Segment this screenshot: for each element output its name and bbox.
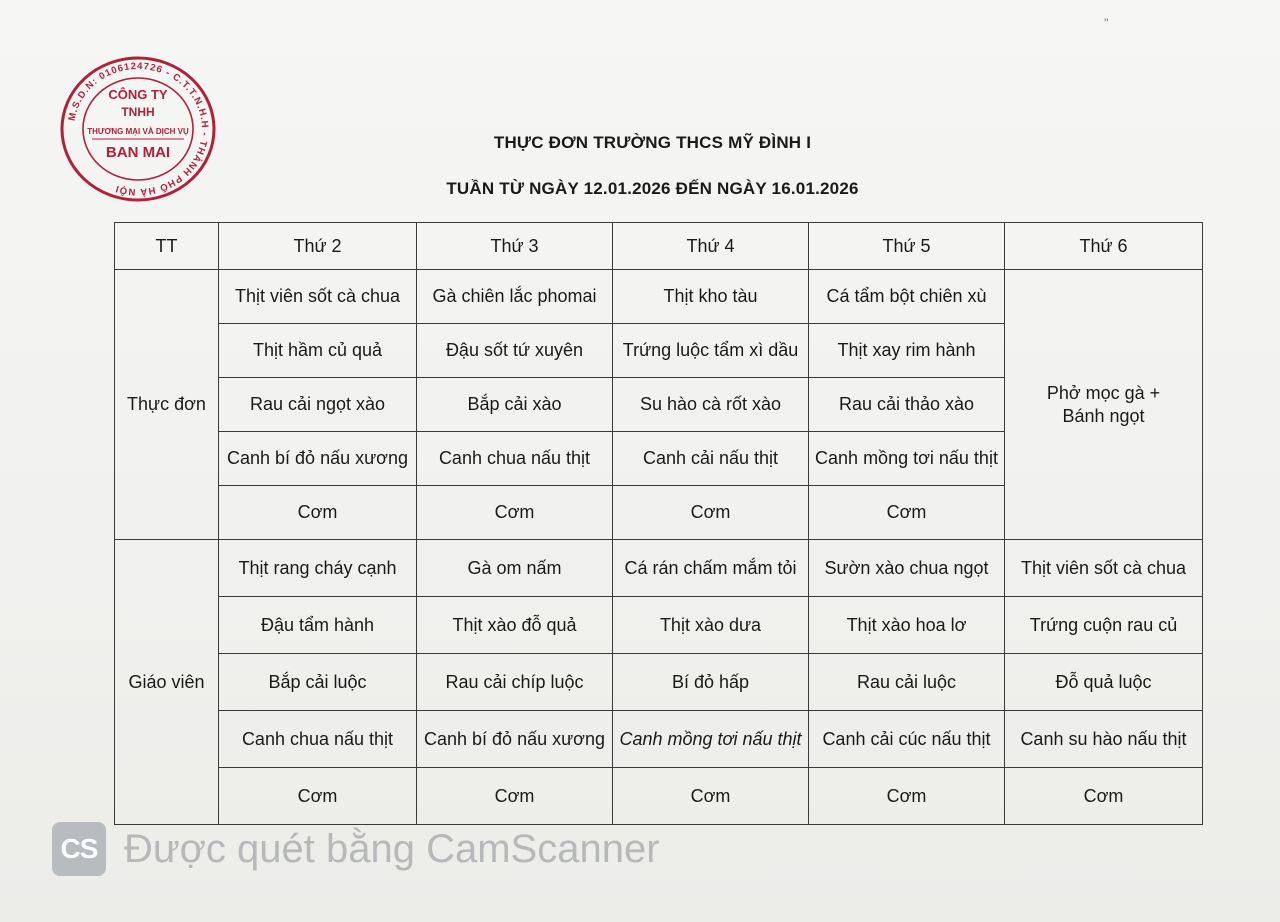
table-cell: Cơm (1005, 768, 1203, 825)
table-cell: Trứng luộc tẩm xì dầu (613, 324, 809, 378)
friday-student-menu-text: Phở mọc gà + Bánh ngọt (1046, 382, 1161, 426)
table-cell: Canh su hào nấu thịt (1005, 711, 1203, 768)
table-cell: Canh mồng tơi nấu thịt (613, 711, 809, 768)
table-cell: Đậu tẩm hành (219, 597, 417, 654)
table-cell: Gà om nấm (417, 540, 613, 597)
table-cell: Cá tẩm bột chiên xù (809, 270, 1005, 324)
table-header-row (115, 223, 1203, 270)
table-row (115, 654, 1203, 711)
table-cell: Rau cải luộc (809, 654, 1005, 711)
camscanner-logo-icon: CS (52, 822, 106, 876)
table-cell: Canh bí đỏ nấu xương (219, 432, 417, 486)
table-cell: Cơm (219, 486, 417, 540)
table-cell: Canh bí đỏ nấu xương (417, 711, 613, 768)
table-row (115, 270, 1203, 324)
table-cell: Rau cải chíp luộc (417, 654, 613, 711)
table-cell: Canh chua nấu thịt (417, 432, 613, 486)
table-cell: Thịt xào hoa lơ (809, 597, 1005, 654)
table-cell: Canh cải nấu thịt (613, 432, 809, 486)
table-cell: Canh cải cúc nấu thịt (809, 711, 1005, 768)
table-cell: Cơm (219, 768, 417, 825)
camscanner-watermark-text: Được quét bằng CamScanner (124, 826, 660, 871)
table-cell: Thịt xào dưa (613, 597, 809, 654)
table-cell: Cơm (613, 486, 809, 540)
table-cell: Bí đỏ hấp (613, 654, 809, 711)
table-row (115, 711, 1203, 768)
table-cell: Trứng cuộn rau củ (1005, 597, 1203, 654)
table-row (115, 768, 1203, 825)
table-cell: Thịt viên sốt cà chua (1005, 540, 1203, 597)
table-cell: Đậu sốt tứ xuyên (417, 324, 613, 378)
table-cell: Thịt kho tàu (613, 270, 809, 324)
table-cell: Canh mồng tơi nấu thịt (809, 432, 1005, 486)
header-thu-5: Thứ 5 (809, 223, 1005, 270)
section-label-teachers: Giáo viên (115, 540, 219, 825)
scan-smudge: '' (1104, 16, 1109, 30)
section-label-students: Thực đơn (115, 270, 219, 540)
header-thu-3: Thứ 3 (417, 223, 613, 270)
header-thu-2: Thứ 2 (219, 223, 417, 270)
camscanner-watermark (52, 820, 660, 878)
table-cell: Bắp cải xào (417, 378, 613, 432)
table-cell: Thịt hầm củ quả (219, 324, 417, 378)
table-cell: Cơm (417, 486, 613, 540)
table-cell: Gà chiên lắc phomai (417, 270, 613, 324)
table-cell: Thịt viên sốt cà chua (219, 270, 417, 324)
table-cell: Canh chua nấu thịt (219, 711, 417, 768)
table-cell: Cơm (809, 486, 1005, 540)
svg-text:CÔNG TY: CÔNG TY (108, 87, 168, 102)
table-cell: Thịt xay rim hành (809, 324, 1005, 378)
table-cell: Sườn xào chua ngọt (809, 540, 1005, 597)
header-thu-6: Thứ 6 (1005, 223, 1203, 270)
table-cell: Cơm (613, 768, 809, 825)
menu-week-range: TUẦN TỪ NGÀY 12.01.2026 ĐẾN NGÀY 16.01.2026 (446, 179, 859, 198)
menu-title: THỰC ĐƠN TRƯỜNG THCS MỸ ĐÌNH I (493, 133, 812, 152)
table-cell: Cơm (809, 768, 1005, 825)
table-cell: Cá rán chấm mắm tỏi (613, 540, 809, 597)
table-cell: Rau cải thảo xào (809, 378, 1005, 432)
header-thu-4: Thứ 4 (613, 223, 809, 270)
table-cell: Bắp cải luộc (219, 654, 417, 711)
table-cell: Thịt xào đỗ quả (417, 597, 613, 654)
table-cell: Thịt rang cháy cạnh (219, 540, 417, 597)
table-cell: Su hào cà rốt xào (613, 378, 809, 432)
table-cell: Rau cải ngọt xào (219, 378, 417, 432)
table-row (115, 540, 1203, 597)
svg-text:M.S.D.N: 0106124726 - C.T.T.N.: M.S.D.N: 0106124726 - C.T.T.N.H.H - THÀNH PHỐ HÀ NỘI (66, 60, 211, 198)
friday-student-menu (1005, 270, 1203, 540)
svg-text:TNHH: TNHH (121, 105, 155, 119)
table-cell: Đỗ quả luộc (1005, 654, 1203, 711)
svg-text:BAN MAI: BAN MAI (105, 144, 171, 161)
menu-table (114, 222, 1203, 825)
table-row (115, 597, 1203, 654)
header-tt: TT (115, 223, 219, 270)
svg-text:THƯƠNG MẠI VÀ DỊCH VỤ: THƯƠNG MẠI VÀ DỊCH VỤ (87, 127, 189, 136)
table-cell: Cơm (417, 768, 613, 825)
